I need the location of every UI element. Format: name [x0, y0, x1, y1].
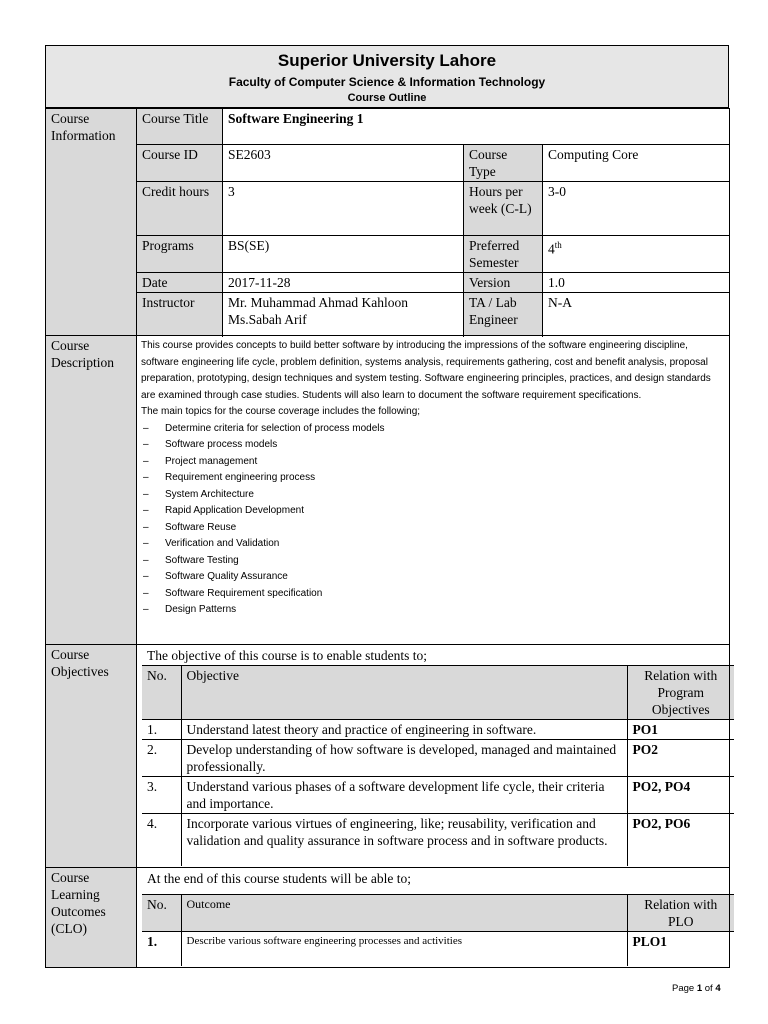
- clo-no: 1.: [142, 932, 181, 966]
- course-objectives-label: Course Objectives: [46, 645, 137, 868]
- objectives-table: [142, 646, 734, 866]
- course-id-label: Course ID: [137, 145, 223, 182]
- objective-po: PO2, PO4: [627, 777, 734, 814]
- objectives-intro: The objective of this course is to enable students to;: [142, 646, 734, 666]
- topics-intro: The main topics for the course coverage includes the following;: [141, 406, 421, 417]
- table-row: [142, 777, 734, 814]
- list-item: – Requirement engineering process: [141, 470, 725, 487]
- of-word: of: [704, 983, 713, 994]
- list-item: – System Architecture: [141, 487, 725, 504]
- page-number: [672, 983, 721, 994]
- credit-hours-label: Credit hours: [137, 182, 223, 236]
- list-item: – Rapid Application Development: [141, 503, 725, 520]
- preferred-semester-value: 4th: [543, 236, 730, 273]
- clo-intro: At the end of this course students will be able to;: [142, 869, 734, 895]
- document-title: Course Outline: [347, 92, 427, 104]
- course-title-label: Course Title: [137, 109, 223, 145]
- objective-text: Understand various phases of a software development life cycle, their criteria and importance.: [181, 777, 627, 814]
- list-item: – Software process models: [141, 437, 725, 454]
- ta-lab-engineer-label: TA / Lab Engineer: [464, 293, 543, 336]
- clo-col-outcome: Outcome: [181, 895, 627, 932]
- course-description: [137, 336, 729, 621]
- clo-label: Course Learning Outcomes (CLO): [46, 867, 137, 967]
- course-description-cell: [137, 336, 730, 645]
- objective-no: 3.: [142, 777, 181, 814]
- course-type-value: Computing Core: [543, 145, 730, 182]
- preferred-semester-label: Preferred Semester: [464, 236, 543, 273]
- description-paragraph: This course provides concepts to build better software by introducing the impressions of the software engineering discipline, software engineering life cycle, problem definition, systems analysis, requirements gathering, cost and benefit analysis, proposal preparation, prototyping, design techniques and system testing. Software engineering principles, practices, and design standards are examined through case studies. Students will also learn to document the software requirement specifications.: [141, 340, 711, 401]
- clo-col-relation: Relation with PLO: [627, 895, 734, 932]
- version-label: Version: [464, 273, 543, 293]
- list-item: – Project management: [141, 454, 725, 471]
- objectives-col-objective: Objective: [181, 666, 627, 720]
- clo-table: [142, 869, 734, 966]
- table-row: [142, 814, 734, 866]
- table-row: [142, 932, 734, 966]
- list-item: – Software Quality Assurance: [141, 569, 725, 586]
- document-header: [45, 45, 729, 108]
- page-word: Page: [672, 983, 695, 994]
- list-item: – Software Reuse: [141, 520, 725, 537]
- faculty-name: Faculty of Computer Science & Information Technology: [228, 75, 546, 89]
- hours-per-week-value: 3-0: [543, 182, 730, 236]
- objective-text: Understand latest theory and practice of engineering in software.: [181, 720, 627, 740]
- objective-no: 1.: [142, 720, 181, 740]
- instructor-name-1: Mr. Muhammad Ahmad Kahloon: [228, 295, 408, 310]
- clo-text: Describe various software engineering processes and activities: [181, 932, 627, 966]
- objective-no: 4.: [142, 814, 181, 866]
- page-current: 1: [696, 983, 703, 994]
- credit-hours-value: 3: [223, 182, 464, 236]
- programs-label: Programs: [137, 236, 223, 273]
- course-description-label: Course Description: [46, 336, 137, 645]
- objectives-col-no: No.: [142, 666, 181, 720]
- course-outline-table: [45, 108, 730, 968]
- course-title-value: Software Engineering 1: [223, 109, 730, 145]
- course-id-value: SE2603: [223, 145, 464, 182]
- university-name: Superior University Lahore: [277, 51, 497, 70]
- list-item: – Software Requirement specification: [141, 586, 725, 603]
- programs-value: BS(SE): [223, 236, 464, 273]
- objective-po: PO2: [627, 740, 734, 777]
- objective-po: PO1: [627, 720, 734, 740]
- list-item: – Design Patterns: [141, 602, 725, 619]
- ta-lab-engineer-value: N-A: [543, 293, 730, 336]
- course-type-label: Course Type: [464, 145, 543, 182]
- objective-text: Incorporate various virtues of engineering, like; reusability, verification and validation and quality assurance in software process and in software products.: [181, 814, 627, 866]
- date-value: 2017-11-28: [223, 273, 464, 293]
- hours-per-week-label: Hours per week (C-L): [464, 182, 543, 236]
- clo-col-no: No.: [142, 895, 181, 932]
- instructor-value: [223, 293, 464, 336]
- objective-po: PO2, PO6: [627, 814, 734, 866]
- page-total: 4: [715, 983, 721, 994]
- objectives-col-relation: Relation with Program Objectives: [627, 666, 734, 720]
- clo-plo: PLO1: [627, 932, 734, 966]
- objective-text: Develop understanding of how software is developed, managed and maintained professionally.: [181, 740, 627, 777]
- instructor-name-2: Ms.Sabah Arif: [228, 312, 307, 327]
- list-item: – Determine criteria for selection of process models: [141, 421, 725, 438]
- instructor-label: Instructor: [137, 293, 223, 336]
- list-item: – Verification and Validation: [141, 536, 725, 553]
- table-row: [142, 720, 734, 740]
- date-label: Date: [137, 273, 223, 293]
- objectives-cell: [137, 645, 730, 868]
- course-information-label: Course Information: [46, 109, 137, 336]
- clo-cell: [137, 867, 730, 967]
- list-item: – Software Testing: [141, 553, 725, 570]
- topics-list: [141, 421, 725, 619]
- table-row: [142, 740, 734, 777]
- objective-no: 2.: [142, 740, 181, 777]
- version-value: 1.0: [543, 273, 730, 293]
